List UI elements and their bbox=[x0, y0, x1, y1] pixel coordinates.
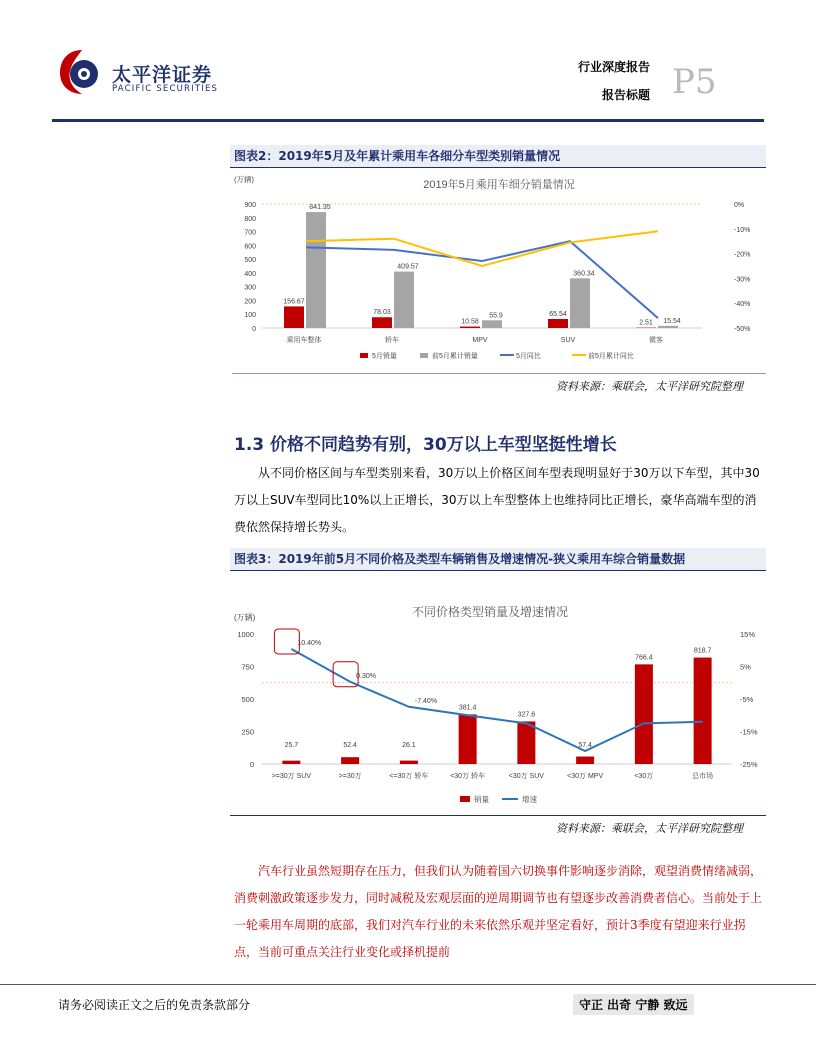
chart2-ylabel: (万辆) bbox=[234, 613, 256, 622]
page-number: P5 bbox=[672, 62, 717, 102]
figure3-source-divider bbox=[230, 815, 766, 816]
chart1-label-cumulative: 15.54 bbox=[663, 317, 681, 325]
chart1-bar-cumulative bbox=[570, 278, 590, 328]
chart1-y2tick: -20% bbox=[734, 251, 751, 259]
chart1-legend-swatch bbox=[420, 353, 428, 358]
chart2-ytick: 0 bbox=[249, 760, 254, 769]
chart2-ytick: 250 bbox=[241, 727, 254, 737]
chart2-legend-label: 销量 bbox=[474, 795, 489, 804]
chart1-y2tick: -40% bbox=[734, 301, 751, 309]
chart2-label-sales: 52.4 bbox=[343, 742, 357, 749]
footer-divider bbox=[0, 984, 816, 985]
chart1-ytick: 600 bbox=[244, 243, 256, 251]
footer-disclaimer: 请务必阅读正文之后的免责条款部分 bbox=[58, 998, 251, 1012]
chart1-title: 2019年5月乘用车细分销量情况 bbox=[423, 179, 575, 191]
chart2-bar-sales bbox=[282, 761, 300, 764]
chart1-label-cumulative: 841.35 bbox=[309, 204, 331, 212]
chart2-y2tick: -15% bbox=[740, 727, 758, 737]
pacific-securities-logo-icon bbox=[56, 46, 108, 98]
logo-text-en: PACIFIC SECURITIES bbox=[112, 84, 219, 94]
chart1-label-cumulative: 409.57 bbox=[397, 263, 419, 271]
header-divider bbox=[52, 119, 764, 122]
chart1-bar-monthly bbox=[460, 327, 480, 328]
chart2-xtick: <=30万 轿车 bbox=[389, 773, 429, 780]
chart2-xtick: <30万 SUV bbox=[508, 773, 544, 780]
chart1-y2tick: -50% bbox=[734, 326, 751, 333]
chart1-ytick: 400 bbox=[244, 270, 256, 278]
chart2-y2tick: -25% bbox=[740, 760, 758, 769]
chart2-xtick: >=30万 bbox=[338, 773, 362, 780]
chart1-xtick: 乘用车整体 bbox=[286, 337, 322, 344]
chart2-bar-sales bbox=[459, 714, 477, 764]
chart1-ytick: 500 bbox=[244, 257, 256, 265]
figure3-source: 资料来源：乘联会，太平洋研究院整理 bbox=[556, 822, 743, 835]
chart2-label-sales: 57.4 bbox=[578, 742, 592, 749]
chart2-bar-sales bbox=[400, 761, 418, 764]
chart1-ytick: 700 bbox=[244, 229, 256, 237]
chart2-xtick: 总市场 bbox=[692, 773, 714, 780]
chart1-xtick: SUV bbox=[560, 337, 576, 344]
chart2-y2tick: -5% bbox=[740, 695, 754, 704]
chart2-legend-label: 增速 bbox=[522, 795, 537, 804]
chart2-bar-sales bbox=[576, 757, 594, 764]
chart2-xtick: <30万 MPV bbox=[567, 773, 604, 780]
chart1-xtick: 微客 bbox=[649, 337, 663, 344]
chart1-label-cumulative: 55.9 bbox=[489, 312, 503, 320]
chart1-ytick: 300 bbox=[244, 284, 256, 292]
chart1-label-monthly: 10.58 bbox=[461, 318, 479, 326]
chart1-legend-label: 前5月累计同比 bbox=[588, 353, 634, 360]
report-type: 行业深度报告 bbox=[578, 60, 651, 74]
chart2-label-sales: 26.1 bbox=[402, 742, 416, 749]
chart1-bar-cumulative bbox=[482, 320, 502, 328]
chart2-title: 不同价格类型销量及增速情况 bbox=[411, 605, 569, 619]
figure2-source: 资料来源：乘联会，太平洋研究院整理 bbox=[556, 380, 743, 393]
chart1-ytick: 900 bbox=[244, 202, 256, 209]
figure3-chart bbox=[232, 598, 766, 810]
chart1-ytick: 200 bbox=[244, 298, 256, 306]
chart1-ytick: 0 bbox=[252, 326, 256, 333]
figure3-caption: 图表3：2019年前5月不同价格及类型车辆销售及增速情况-狭义乘用车综合销量数据 bbox=[230, 548, 766, 571]
chart2-label-sales: 381.4 bbox=[458, 704, 477, 712]
chart1-xtick: MPV bbox=[472, 337, 488, 344]
chart1-legend-label: 5月同比 bbox=[516, 353, 541, 360]
chart1-label-monthly: 2.51 bbox=[639, 319, 653, 327]
chart2-bar-sales bbox=[517, 721, 535, 764]
logo-text-cn: 太平洋证券 bbox=[112, 64, 213, 86]
section-title: 1.3 价格不同趋势有别，30万以上车型坚挺性增长 bbox=[234, 435, 617, 455]
chart1-y2tick: 0% bbox=[734, 202, 745, 209]
chart2-bar-sales bbox=[635, 664, 653, 764]
chart1-ytick: 800 bbox=[244, 215, 256, 223]
chart2-bar-sales bbox=[694, 658, 712, 764]
chart1-xtick: 轿车 bbox=[385, 337, 399, 344]
chart1-y2tick: -30% bbox=[734, 276, 751, 284]
chart1-bar-cumulative bbox=[658, 326, 678, 328]
chart2-bar-sales bbox=[341, 757, 359, 764]
figure2-caption: 图表2：2019年5月及年累计乘用车各细分车型类别销量情况 bbox=[230, 145, 766, 168]
chart2-label-growth: 10.40% bbox=[297, 639, 322, 647]
chart2-label-sales: 25.7 bbox=[284, 742, 299, 749]
chart1-label-monthly: 156.67 bbox=[283, 298, 305, 306]
section-paragraph: 从不同价格区间与车型类别来看，30万以上价格区间车型表现明显好于30万以下车型，其中30万以上SUV车型同比10%以上正增长，30万以上车型整体上也维持同比正增长，豪华高端车型的消费依然保持增长势头。 bbox=[234, 466, 760, 534]
closing-paragraph: 汽车行业虽然短期存在压力，但我们认为随着国六切换事件影响逐步消除，观望消费情绪减弱，消费刺激政策逐步发力，同时减税及宏观层面的逆周期调节也有望逐步改善消费者信心。当前处于上一轮乘用车周期的底部，我们对汽车行业的未来依然乐观并坚定看好，预计3季度有望迎来行业拐点，当前可重点关注行业变化或择机提前 bbox=[234, 864, 763, 959]
chart2-label-sales: 766.4 bbox=[635, 654, 653, 662]
chart1-bar-monthly bbox=[284, 306, 304, 328]
chart2-label-sales: 818.7 bbox=[693, 647, 712, 655]
chart2-legend-swatch bbox=[460, 796, 470, 802]
footer-motto: 守正 出奇 宁静 致远 bbox=[573, 994, 694, 1015]
chart1-label-monthly: 65.54 bbox=[549, 310, 567, 318]
report-title: 报告标题 bbox=[602, 88, 651, 102]
chart2-ytick: 1000 bbox=[237, 630, 254, 639]
chart1-line-monthly-yoy bbox=[306, 241, 658, 318]
chart2-label-growth: 0.30% bbox=[356, 672, 376, 680]
chart2-y2tick: 15% bbox=[740, 630, 756, 639]
chart1-y2tick: -10% bbox=[734, 226, 751, 234]
chart2-y2tick: 5% bbox=[740, 662, 751, 672]
chart1-bar-cumulative bbox=[306, 212, 326, 328]
chart2-xtick: <30万 bbox=[634, 773, 654, 780]
chart1-ylabel: (万辆) bbox=[234, 175, 254, 184]
chart1-bar-cumulative bbox=[394, 272, 414, 328]
chart2-label-growth: -7.40% bbox=[414, 697, 438, 705]
chart2-xtick: >=30万 SUV bbox=[271, 773, 312, 780]
chart2-ytick: 750 bbox=[241, 662, 254, 672]
chart1-bar-monthly bbox=[372, 317, 392, 328]
chart1-legend-label: 前5月累计销量 bbox=[432, 353, 478, 360]
chart2-ytick: 500 bbox=[241, 695, 254, 704]
chart1-legend-label: 5月销量 bbox=[372, 353, 397, 360]
chart1-legend-swatch bbox=[360, 353, 368, 358]
chart1-label-monthly: 78.03 bbox=[373, 309, 391, 317]
figure2-chart bbox=[232, 168, 766, 374]
chart1-bar-monthly bbox=[548, 319, 568, 328]
chart1-ytick: 100 bbox=[244, 312, 256, 320]
chart2-label-sales: 327.6 bbox=[517, 711, 536, 719]
chart2-xtick: <30万 轿车 bbox=[450, 773, 486, 780]
chart1-label-cumulative: 360.34 bbox=[573, 270, 595, 278]
